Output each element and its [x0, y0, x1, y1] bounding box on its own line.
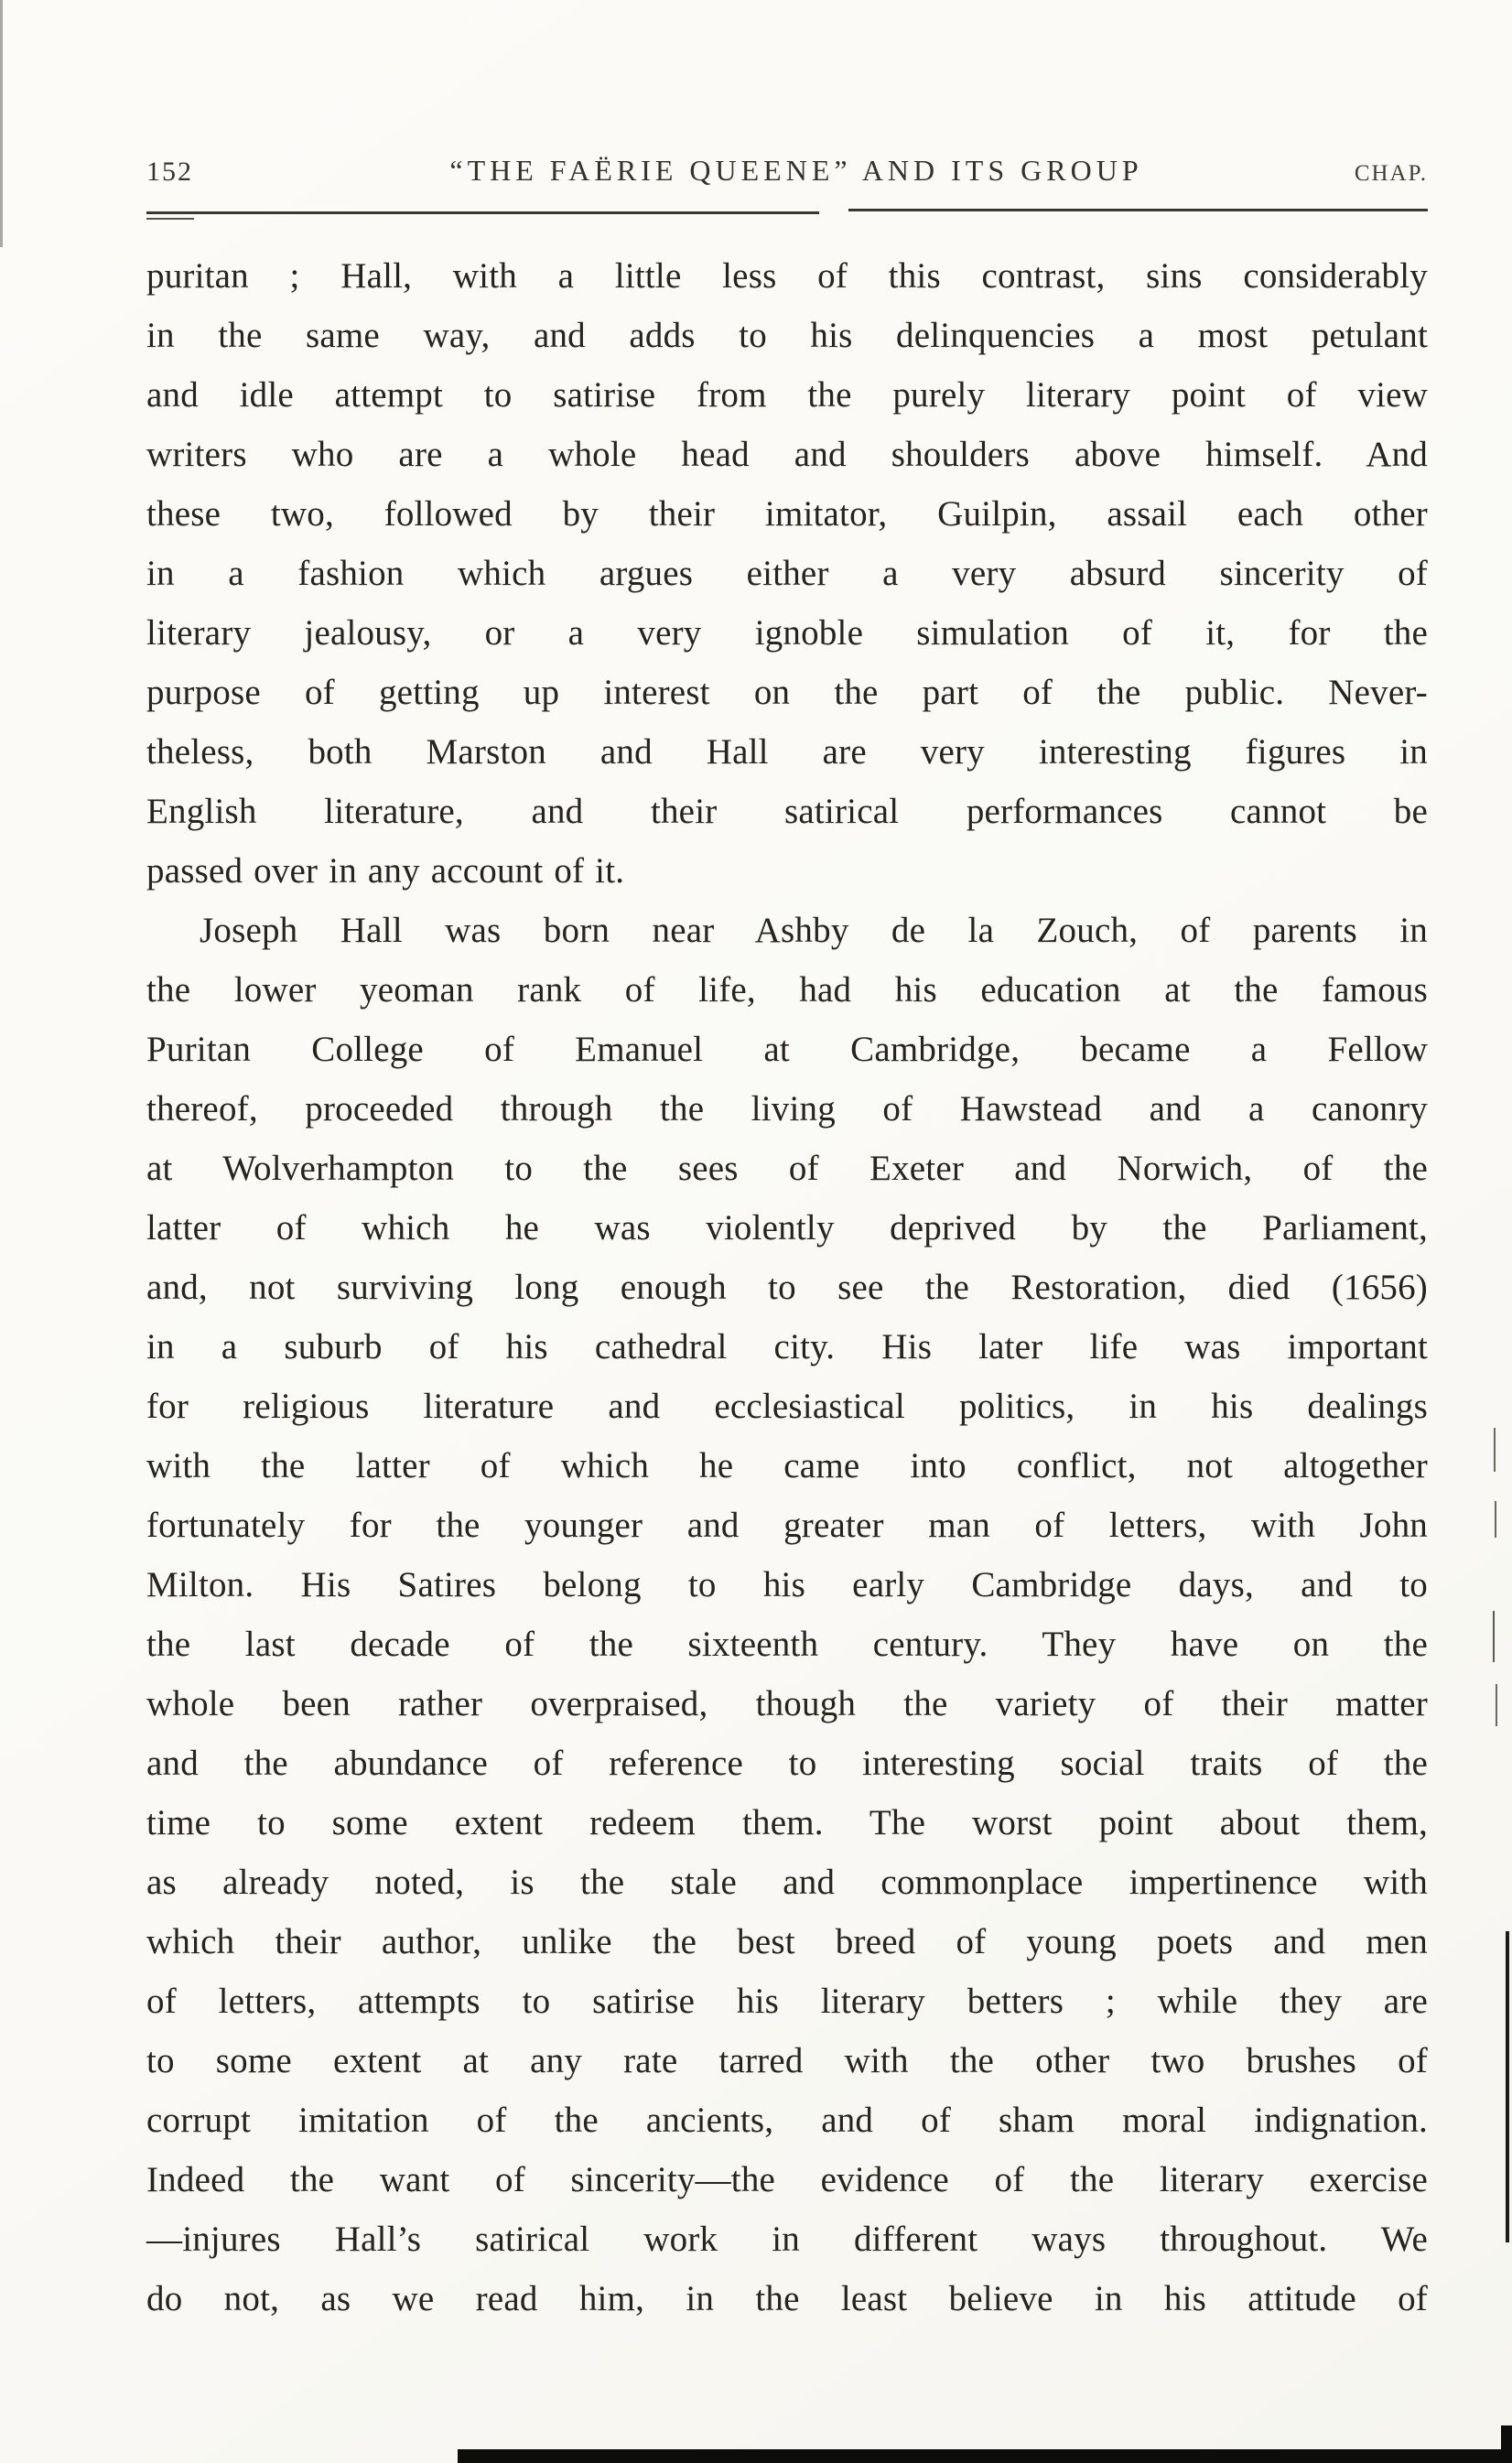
text-line: latter of which he was violently deprived by the Parliament, — [146, 1208, 1428, 1248]
text-line: and idle attempt to satirise from the purely literary point of view — [146, 375, 1428, 415]
scan-artifact-margin-tick — [1493, 1611, 1495, 1662]
page-number: 152 — [146, 157, 193, 187]
text-line: thereof, proceeded through the living of Hawstead and a canonry — [146, 1089, 1428, 1129]
text-line: these two, followed by their imitator, Guilpin, assail each other — [146, 494, 1428, 534]
text-line: Puritan College of Emanuel at Cambridge, became a Fellow — [146, 1030, 1428, 1069]
chapter-label: CHAP. — [1354, 161, 1428, 186]
text-line: purpose of getting up interest on the part of the public. Never- — [146, 673, 1428, 712]
text-line: at Wolverhampton to the sees of Exeter and Norwich, of the — [146, 1149, 1428, 1188]
text-line: for religious literature and ecclesiastical politics, in his dealings — [146, 1387, 1428, 1426]
text-line: do not, as we read him, in the least believe in his attitude of — [146, 2279, 1428, 2318]
text-line: and the abundance of reference to interesting social traits of the — [146, 1744, 1428, 1783]
text-line: of letters, attempts to satirise his literary betters ; while they are — [146, 1982, 1428, 2021]
header-rule — [146, 206, 1428, 222]
scan-artifact-margin-tick — [1494, 1428, 1496, 1472]
page-content — [146, 154, 1428, 2328]
text-line: —injures Hall’s satirical work in different ways throughout. We — [146, 2220, 1428, 2259]
scan-artifact-corner-bar — [1501, 2425, 1512, 2463]
text-line: the lower yeoman rank of life, had his education at the famous — [146, 970, 1428, 1010]
scan-artifact-left-edge — [0, 0, 3, 247]
paragraph — [146, 246, 1428, 901]
text-line: literary jealousy, or a very ignoble simulation of it, for the — [146, 613, 1428, 653]
text-line: Indeed the want of sincerity—the evidence of the literary exercise — [146, 2160, 1428, 2199]
text-line: in a fashion which argues either a very absurd sincerity of — [146, 554, 1428, 593]
text-line: and, not surviving long enough to see the Restoration, died (1656) — [146, 1268, 1428, 1307]
text-line: Milton. His Satires belong to his early Cambridge days, and to — [146, 1565, 1428, 1604]
header-rule-right-segment — [848, 209, 1428, 211]
paragraph — [146, 901, 1428, 2328]
text-line: with the latter of which he came into conflict, not altogether — [146, 1446, 1428, 1485]
text-line: writers who are a whole head and shoulders above himself. And — [146, 435, 1428, 474]
text-line: passed over in any account of it. — [146, 851, 625, 891]
text-line: in a suburb of his cathedral city. His later life was important — [146, 1327, 1428, 1367]
header-rule-stub — [146, 218, 194, 220]
text-line: English literature, and their satirical performances cannot be — [146, 792, 1428, 831]
text-line: as already noted, is the stale and commonplace impertinence with — [146, 1863, 1428, 1902]
text-line: time to some extent redeem them. The worst point about them, — [146, 1803, 1428, 1842]
text-line: theless, both Marston and Hall are very interesting figures in — [146, 732, 1428, 772]
scan-artifact-right-line — [1506, 1931, 1509, 2242]
header-rule-left-segment — [146, 211, 819, 214]
text-line: whole been rather overpraised, though the variety of their matter — [146, 1684, 1428, 1723]
running-header — [146, 154, 1428, 188]
text-line: fortunately for the younger and greater man of letters, with John — [146, 1506, 1428, 1545]
text-line: puritan ; Hall, with a little less of this contrast, sins considerably — [146, 256, 1428, 296]
text-line: in the same way, and adds to his delinquencies a most petulant — [146, 316, 1428, 355]
scan-artifact-margin-tick — [1496, 1684, 1497, 1726]
text-line: Joseph Hall was born near Ashby de la Zouch, of parents in — [200, 911, 1428, 950]
scan-artifact-margin-tick — [1495, 1501, 1496, 1538]
text-line: which their author, unlike the best breed of young poets and men — [146, 1922, 1428, 1961]
scan-artifact-bottom-bar — [458, 2449, 1512, 2463]
text-line: to some extent at any rate tarred with the other two brushes of — [146, 2041, 1428, 2080]
text-line: the last decade of the sixteenth century. They have on the — [146, 1625, 1428, 1664]
text-line: corrupt imitation of the ancients, and of sham moral indignation. — [146, 2101, 1428, 2140]
running-title: “THE FAËRIE QUEENE” AND ITS GROUP — [449, 154, 1143, 187]
text-body — [146, 246, 1428, 2328]
